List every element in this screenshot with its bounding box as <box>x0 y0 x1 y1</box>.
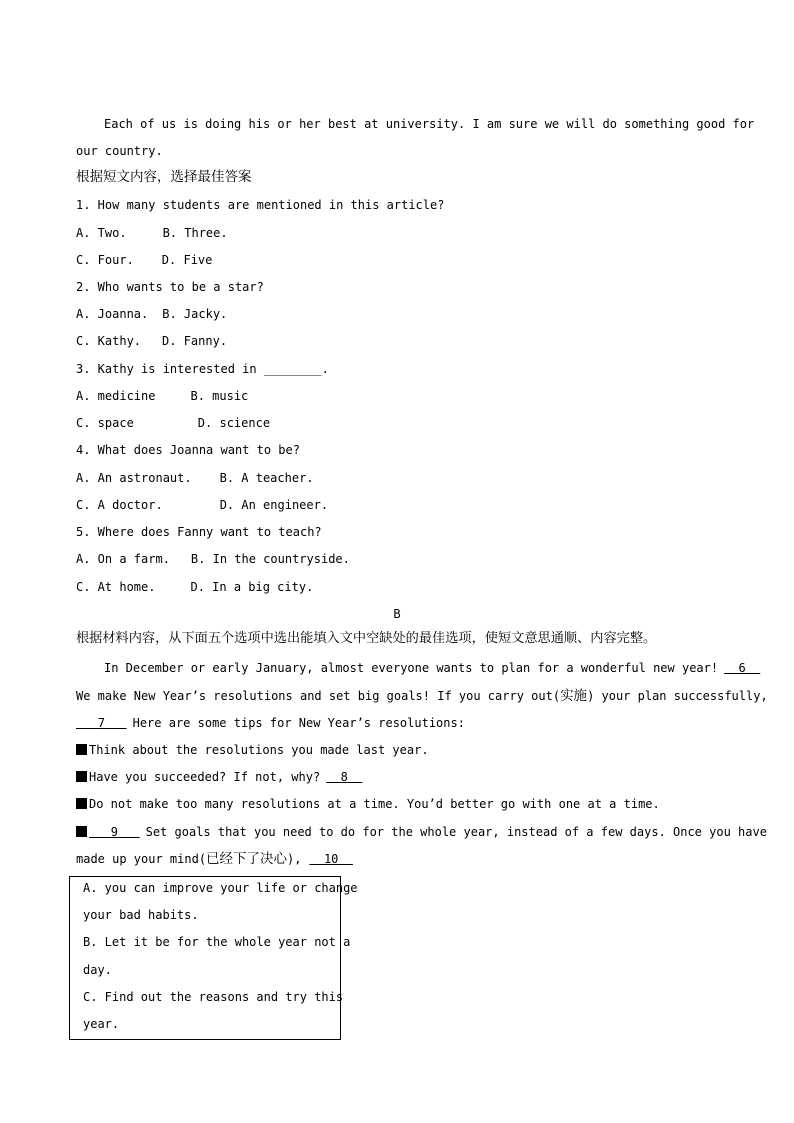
intro-line-1: Each of us is doing his or her best at university. I am sure we will do something good for <box>104 117 755 131</box>
q3-options-row1 <box>76 389 248 403</box>
blank-9: 9 <box>110 825 118 839</box>
q5-options-row1 <box>76 552 350 566</box>
option-c-line-1: C. Find out the reasons and try this <box>83 990 344 1004</box>
option-a-line-2: your bad habits. <box>83 908 199 922</box>
q5-option-a: A. On a farm. <box>76 552 170 566</box>
bullet-square-icon <box>76 771 87 782</box>
tip-4 <box>76 825 767 839</box>
q2-option-b: B. Jacky. <box>162 307 228 321</box>
tip-3 <box>76 797 660 811</box>
question-2: 2. Who wants to be a star? <box>76 280 264 294</box>
section-b-heading: B <box>393 607 401 621</box>
q5-option-d: D. In a big city. <box>190 580 314 594</box>
option-b-line-2: day. <box>83 963 112 977</box>
q2-option-c: C. Kathy. <box>76 334 142 348</box>
options-box <box>69 876 358 1040</box>
question-4: 4. What does Joanna want to be? <box>76 443 300 457</box>
q4-options-row2 <box>76 498 328 512</box>
q1-option-b: B. Three. <box>162 226 228 240</box>
tip-2 <box>76 770 362 784</box>
q4-option-b: B. A teacher. <box>219 471 314 485</box>
option-b-line-1: B. Let it be for the whole year not a <box>83 935 351 949</box>
q4-option-d: D. An engineer. <box>219 498 329 512</box>
q3-option-b: B. music <box>190 389 249 403</box>
blank-7: 7 <box>97 716 105 730</box>
passage-text-3: Here are some tips for New Year’s resolutions: <box>132 716 465 730</box>
tip-3-text: Do not make too many resolutions at a time. You’d better go with one at a time. <box>89 797 660 811</box>
option-a-line-1: A. you can improve your life or change <box>83 881 358 895</box>
q5-options-row2 <box>76 580 313 594</box>
blank-8: 8 <box>340 770 348 784</box>
tip-2-text: Have you succeeded? If not, why? <box>89 770 321 784</box>
blank-10: 10 <box>323 852 339 866</box>
tip-4b-text-b: ), <box>287 852 302 866</box>
tip-4b-text-cn: 已经下了决心 <box>206 851 288 867</box>
passage-line-1 <box>104 661 760 675</box>
q2-option-a: A. Joanna. <box>76 307 149 321</box>
section-b-instruction: 根据材料内容，从下面五个选项中选出能填入文中空缺处的最佳选项，使短文意思通顺、内容完整。 <box>76 631 657 646</box>
tip-4-line-2 <box>76 852 353 866</box>
passage-line-2 <box>76 689 768 703</box>
q3-option-c: C. space <box>76 416 134 430</box>
q5-option-c: C. At home. <box>76 580 156 594</box>
passage-text-2b: ) your plan successfully, <box>587 689 768 703</box>
question-3: 3. Kathy is interested in ________. <box>76 362 329 376</box>
q5-option-b: B. In the countryside. <box>190 552 350 566</box>
tip-4b-text-a: made up your mind( <box>76 852 207 866</box>
passage-text-2a: We make New Year’s resolutions and set big goals! If you carry out( <box>76 689 561 703</box>
q1-option-d: D. Five <box>161 253 213 267</box>
question-1: 1. How many students are mentioned in this article? <box>76 198 445 212</box>
tip-4-text: Set goals that you need to do for the whole year, instead of a few days. Once you have <box>145 825 767 839</box>
q1-option-c: C. Four. <box>76 253 134 267</box>
q1-option-a: A. Two. <box>76 226 127 240</box>
blank-6: 6 <box>738 661 746 675</box>
q3-option-a: A. medicine <box>76 389 156 403</box>
section-a-instruction: 根据短文内容，选择最佳答案 <box>76 169 252 185</box>
q3-options-row2 <box>76 416 270 430</box>
q4-option-a: A. An astronaut. <box>76 471 192 485</box>
bullet-square-icon <box>76 826 87 837</box>
q3-option-d: D. science <box>197 416 271 430</box>
tip-1-text: Think about the resolutions you made last year. <box>89 743 429 757</box>
passage-line-3 <box>76 716 465 730</box>
bullet-square-icon <box>76 798 87 809</box>
bullet-square-icon <box>76 744 87 755</box>
q1-options-row1 <box>76 226 228 240</box>
q2-options-row2 <box>76 334 227 348</box>
question-5: 5. Where does Fanny want to teach? <box>76 525 322 539</box>
option-c-line-2: year. <box>83 1017 120 1031</box>
tip-1 <box>76 743 429 757</box>
q4-option-c: C. A doctor. <box>76 498 163 512</box>
passage-text-1a: In December or early January, almost everyone wants to plan for a wonderful new year! <box>104 661 719 675</box>
q1-options-row2 <box>76 253 212 267</box>
passage-text-2-cn: 实施 <box>560 688 588 704</box>
q2-options-row1 <box>76 307 227 321</box>
q2-option-d: D. Fanny. <box>162 334 228 348</box>
intro-line-2: our country. <box>76 144 163 158</box>
q4-options-row1 <box>76 471 314 485</box>
